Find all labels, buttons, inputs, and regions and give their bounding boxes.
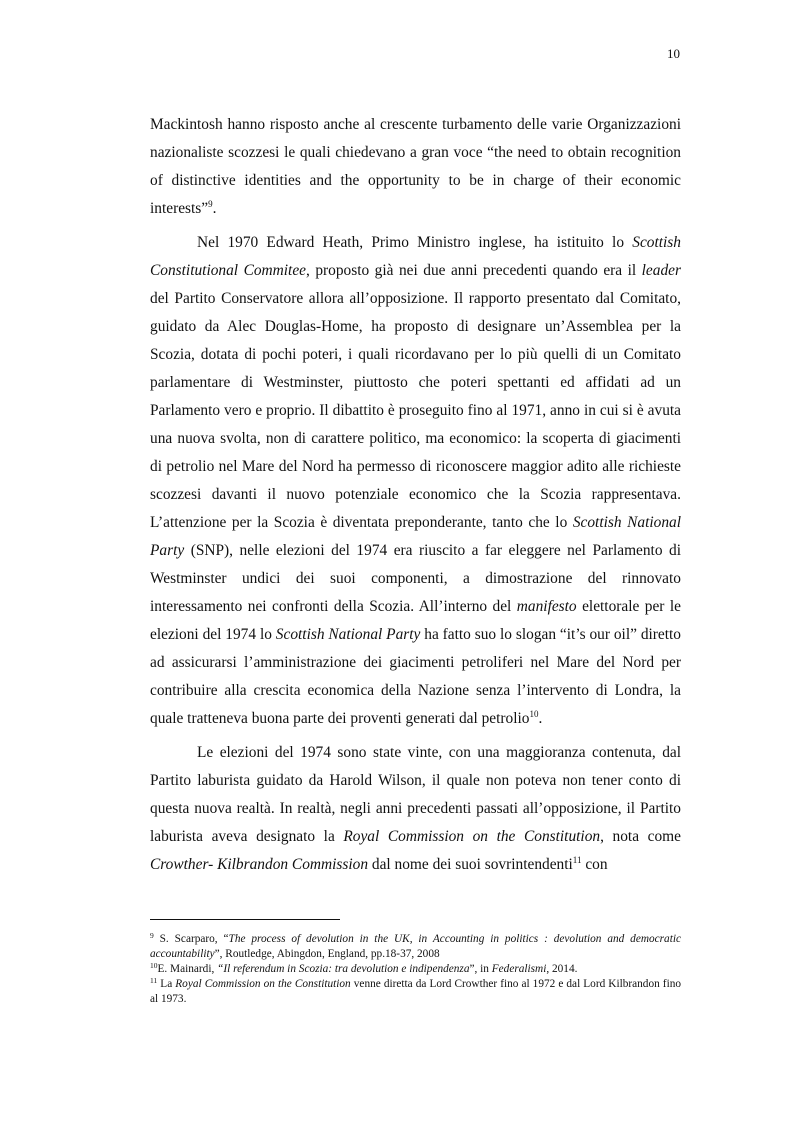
paragraph-1-text: Mackintosh hanno risposto anche al crescente turbamento delle varie Organizzazioni nazionaliste scozzesi le quali chiedevano a gran voce “the need to obtain recognition of distinctive identities and the opportunity to be in charge of their economic interests” xyxy=(150,116,681,217)
footnote-ref-9[interactable]: 9 xyxy=(208,199,213,209)
page-number: 10 xyxy=(667,46,680,61)
footnote-ref-11[interactable]: 11 xyxy=(572,855,582,865)
footnote-11-title: Royal Commission on the Constitution xyxy=(175,978,351,990)
footnote-separator xyxy=(150,919,340,920)
paragraph-3-italic-2: Crowther- Kilbrandon Commission xyxy=(150,856,369,873)
paragraph-2-text-4: (SNP), nelle elezioni del 1974 era riuscito a far eleggere nel Parlamento di Westminster undici dei suoi componenti, a dimostrazione del rinnovato interessamento nei confronti della Scozia. All’interno del xyxy=(150,542,681,615)
footnote-number: 10 xyxy=(150,961,158,970)
paragraph-2-italic-4: manifesto xyxy=(516,598,577,615)
paragraph-2-text-1: Nel 1970 Edward Heath, Primo Ministro inglese, ha istituito lo xyxy=(197,234,633,251)
footnotes xyxy=(150,932,681,1007)
footnote-number: 9 xyxy=(150,931,154,940)
paragraph-2-text-3: del Partito Conservatore allora all’opposizione. Il rapporto presentato dal Comitato, guidato da Alec Douglas-Home, ha proposto di designare un’Assemblea per la Scozia, dotata di pochi poteri, i quali ricordavano per lo più quelli di un Comitato parlamentare di Westminster, piuttosto che poteri spettanti ed affidati ad un Parlamento vero e proprio. Il dibattito è proseguito fino al 1971, anno in cui si è avuta una nuova svolta, non di carattere politico, ma economico: la scoperta di giacimenti di petrolio nel Mare del Nord ha permesso di riconoscere maggior adito alle richieste scozzesi davanti il nuovo potenziale economico che la Scozia rappresentava. L’attenzione per la Scozia è diventata preponderante, tanto che lo xyxy=(150,290,681,531)
paragraph-3-italic-1: Royal Commission on the Constitution xyxy=(343,828,601,845)
paragraph-2-text-5: elettorale per le elezioni del 1974 lo xyxy=(150,598,681,643)
footnote-10-journal: Federalismi xyxy=(491,963,547,975)
paragraph-1-end: . xyxy=(212,200,217,217)
footnote-11-text-2: venne diretta da Lord Crowther fino al 1972 e dal Lord Kilbrandon fino al 1973. xyxy=(150,978,681,1005)
footnote-10-text-2: ”, in xyxy=(469,963,492,975)
footnote-10-text-3: , 2014. xyxy=(546,963,578,975)
paragraph-2-italic-1: Scottish Constitutional Commitee xyxy=(150,234,681,279)
paragraph-2-text-6: ha fatto suo lo slogan “it’s our oil” diretto ad assicurarsi l’amministrazione dei giacimenti petroliferi nel Mare del Nord per contribuire alla crescita economica della Nazione senza l’intervento di Londra, la quale tratteneva buona parte dei proventi generati dal petrolio xyxy=(150,626,681,727)
body-text xyxy=(150,111,681,885)
paragraph-2-end: . xyxy=(538,710,543,727)
footnote-number: 11 xyxy=(150,976,158,985)
footnote-9-text-1: S. Scarparo, “ xyxy=(153,933,229,945)
paragraph-2-italic-3: Scottish National Party xyxy=(150,514,681,559)
paragraph-2-italic-5: Scottish National Party xyxy=(275,626,421,643)
footnote-9 xyxy=(150,932,681,962)
paragraph-3-text-1: Le elezioni del 1974 sono state vinte, con una maggioranza contenuta, dal Partito laburista guidato da Harold Wilson, il quale non poteva non tener conto di questa nuova realtà. In realtà, negli anni precedenti passati all’opposizione, il Partito laburista aveva designato la xyxy=(150,744,681,845)
footnote-11 xyxy=(150,977,681,1007)
paragraph-3-text-4: con xyxy=(581,856,608,873)
footnote-ref-10[interactable]: 10 xyxy=(529,709,539,719)
footnote-10-text-1: E. Mainardi, xyxy=(157,963,218,975)
footnote-9-title: The process of devolution in the UK, in Accounting in politics : devolution and democratic accountability xyxy=(150,933,681,960)
paragraph-2-text-2: , proposto già nei due anni precedenti quando era il xyxy=(305,262,642,279)
footnote-10-title: “Il referendum in Scozia: tra devolution e indipendenza xyxy=(217,963,470,975)
paragraph-3 xyxy=(150,739,681,879)
paragraph-1 xyxy=(150,111,681,223)
footnote-11-text-1: La xyxy=(157,978,176,990)
footnote-10 xyxy=(150,962,681,977)
paragraph-3-text-2: , nota come xyxy=(600,828,681,845)
footnote-9-text-2: ”, Routledge, Abingdon, England, pp.18-37, 2008 xyxy=(214,948,440,960)
paragraph-2 xyxy=(150,229,681,733)
paragraph-3-text-3: dal nome dei suoi sovrintendenti xyxy=(368,856,573,873)
paragraph-2-italic-2: leader xyxy=(641,262,681,279)
